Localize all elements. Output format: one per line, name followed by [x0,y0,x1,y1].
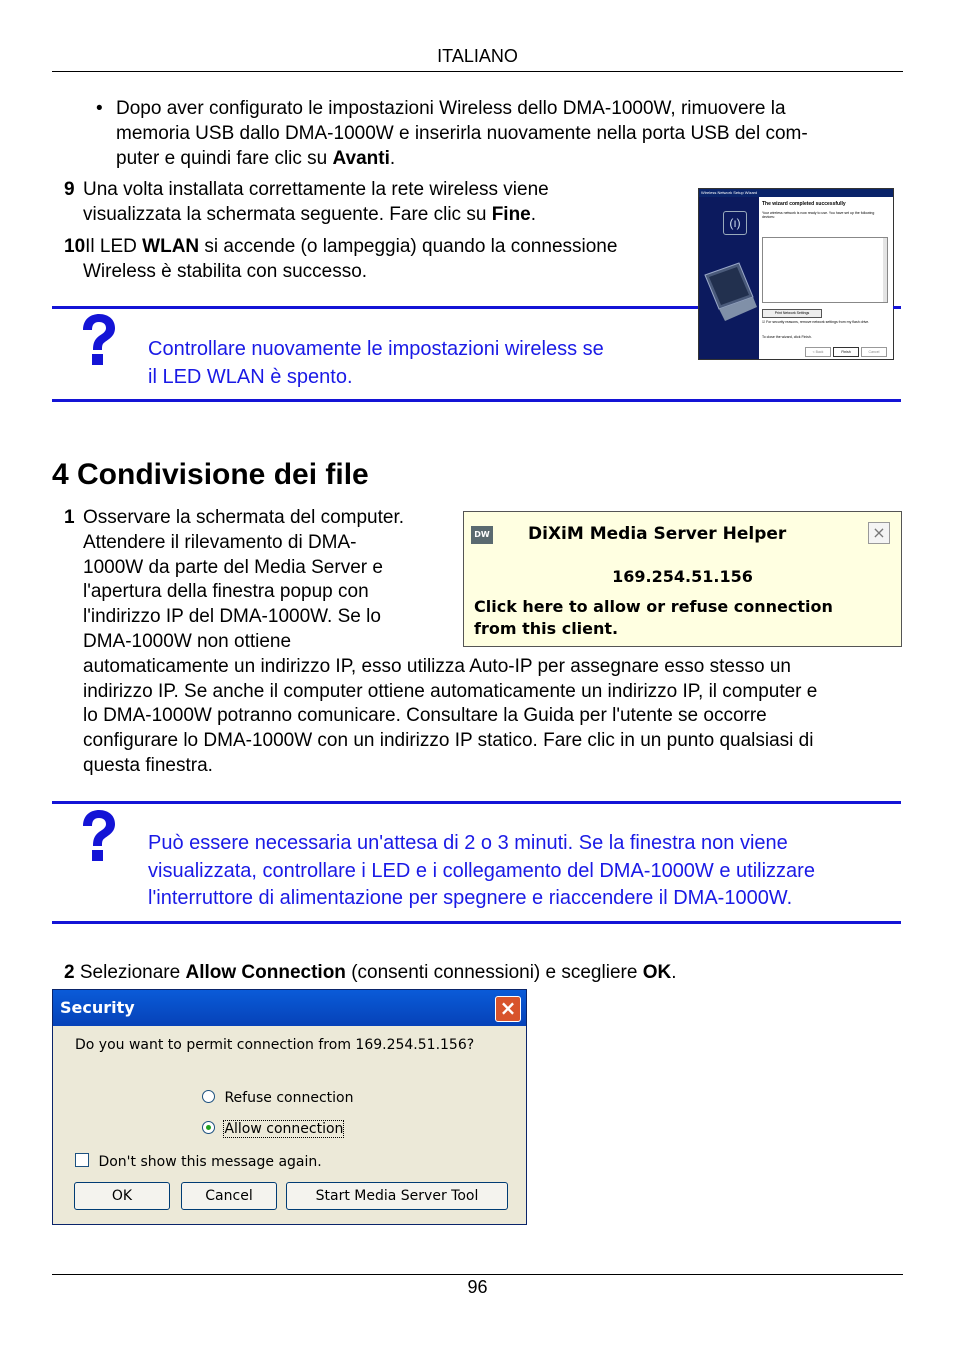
dixim-message-line-1: Click here to allow or refuse connection [474,597,833,616]
page-number: 96 [467,1277,488,1297]
wizard-text: Your wireless network is now ready to use. You have set up the following devices: [762,211,875,219]
radio-selected-icon [202,1121,215,1134]
close-icon[interactable]: × [495,996,521,1022]
bullet-dot: • [96,98,103,119]
note-2-line-2: visualizzata, controllare i LED e i collegamento del DMA-1000W e utilizzare [148,859,815,882]
wizard-left-panel [699,197,759,359]
page-header-language: ITALIANO [437,46,518,66]
dixim-message-line-2: from this client. [474,619,619,638]
bullet-line-1: Dopo aver configurato le impostazioni Wireless dello DMA-1000W, rimuovere la [116,98,786,119]
note-2-bottom-rule [52,921,901,924]
header-rule [52,71,903,72]
note-2-text [148,830,815,913]
step-1-line: DMA-1000W non ottiene [83,630,292,652]
step-1-line: automaticamente un indirizzo IP, esso utilizza Auto-IP per assegnare esso stesso un [83,655,791,677]
step-10 [64,235,694,285]
note-2-top-rule [52,801,901,804]
note-1-top-rule-right [893,306,901,309]
dont-show-checkbox[interactable] [75,1153,322,1170]
step-number: 2 [64,962,75,983]
wizard-checkbox-row[interactable]: ☑ For security reasons, remove network settings from my flash drive. [762,320,870,324]
wizard-cancel-button[interactable]: Cancel [861,347,887,357]
laptop-icon [699,257,759,327]
step-10-line-1: 10Il LED WLAN si accende (o lampeggia) quando la connessione [64,236,618,257]
note-2-line-3: l'interruttore di alimentazione per spegnere e riaccendere il DMA-1000W. [148,887,793,909]
dixim-message[interactable] [474,596,833,640]
step-1-line: Attendere il rilevamento di DMA- [83,531,357,553]
bullet-line-2: memoria USB dallo DMA-1000W e inserirla nuovamente nella porta USB del com- [116,122,808,144]
note-1-text [148,336,604,391]
step-2: 2 Selezionare Allow Connection (consenti connessioni) e scegliere OK. [64,962,677,983]
ok-button[interactable]: OK [74,1182,170,1210]
print-settings-button[interactable]: Print Network Settings [762,309,822,318]
allow-label: Allow connection [224,1121,344,1137]
security-dialog [52,989,527,1225]
note-1-bottom-rule [52,399,901,402]
step-1-line: l'indirizzo IP del DMA-1000W. Se lo [83,606,381,628]
dixim-logo-icon: DW [471,526,493,544]
dixim-title: DiXiM Media Server Helper [528,524,787,544]
wizard-titlebar: Wireless Network Setup Wizard [699,189,893,197]
step-9-line-1: Una volta installata correttamente la rete wireless viene [83,179,549,200]
step-1-line: lo DMA-1000W potranno comunicare. Consultare la Guida per l'utente se occorre [83,705,767,727]
wizard-heading: The wizard completed successfully [762,201,846,207]
security-question: Do you want to permit connection from 169.254.51.156? [75,1037,475,1053]
step-10-line-2: Wireless è stabilita con successo. [83,260,368,282]
wizard-back-button[interactable]: < Back [805,347,831,357]
note-1-line-2: il LED WLAN è spento. [148,365,353,388]
dixim-popup[interactable] [463,511,902,647]
allow-connection-radio[interactable] [202,1121,343,1137]
security-titlebar [53,990,526,1026]
security-title: Security [60,998,135,1017]
step-number: 1 [64,507,75,528]
question-mark-icon [78,810,118,862]
step-1-line: questa finestra. [83,754,213,776]
wizard-close-text: To close the wizard, click Finish. [762,335,812,339]
note-1-line-1: Controllare nuovamente le impostazioni wireless se [148,338,604,360]
step-1-line: indirizzo IP. Se anche il computer ottiene automaticamente un indirizzo IP, il computer e [83,680,818,702]
step-9-line-2: visualizzata la schermata seguente. Fare clic su Fine. [83,203,537,225]
wizard-screenshot [698,188,894,360]
step-1-line: configurare lo DMA-1000W con un indirizzo IP statico. Fare clic in un punto qualsiasi di [83,730,814,752]
note-1-top-rule [52,306,698,309]
wireless-icon: (ı) [723,211,747,235]
wizard-device-list [762,237,888,303]
dixim-ip-address: 169.254.51.156 [612,567,753,586]
refuse-connection-radio[interactable] [202,1090,353,1106]
step-1-line: l'apertura della finestra popup con [83,581,369,603]
start-media-server-tool-button[interactable]: Start Media Server Tool [286,1182,508,1210]
footer-rule [52,1274,903,1275]
wizard-scrollbar[interactable] [883,238,887,302]
question-mark-icon [78,314,118,366]
step-1-line: 1000W da parte del Media Server e [83,556,383,578]
checkbox-icon [75,1153,89,1167]
dixim-close-icon[interactable]: × [868,522,890,544]
cancel-button[interactable]: Cancel [181,1182,277,1210]
section-title: 4 Condivisione dei file [52,458,369,491]
step-1-line: Osservare la schermata del computer. [83,507,405,528]
dont-show-label: Don't show this message again. [98,1154,322,1170]
note-2-line-1: Può essere necessaria un'attesa di 2 o 3 minuti. Se la finestra non viene [148,832,788,854]
step-number: 9 [64,179,75,200]
wizard-finish-button[interactable]: Finish [833,347,859,357]
refuse-label: Refuse connection [224,1090,354,1106]
radio-empty-icon [202,1090,215,1103]
bullet-line-3: puter e quindi fare clic su Avanti. [116,147,396,169]
